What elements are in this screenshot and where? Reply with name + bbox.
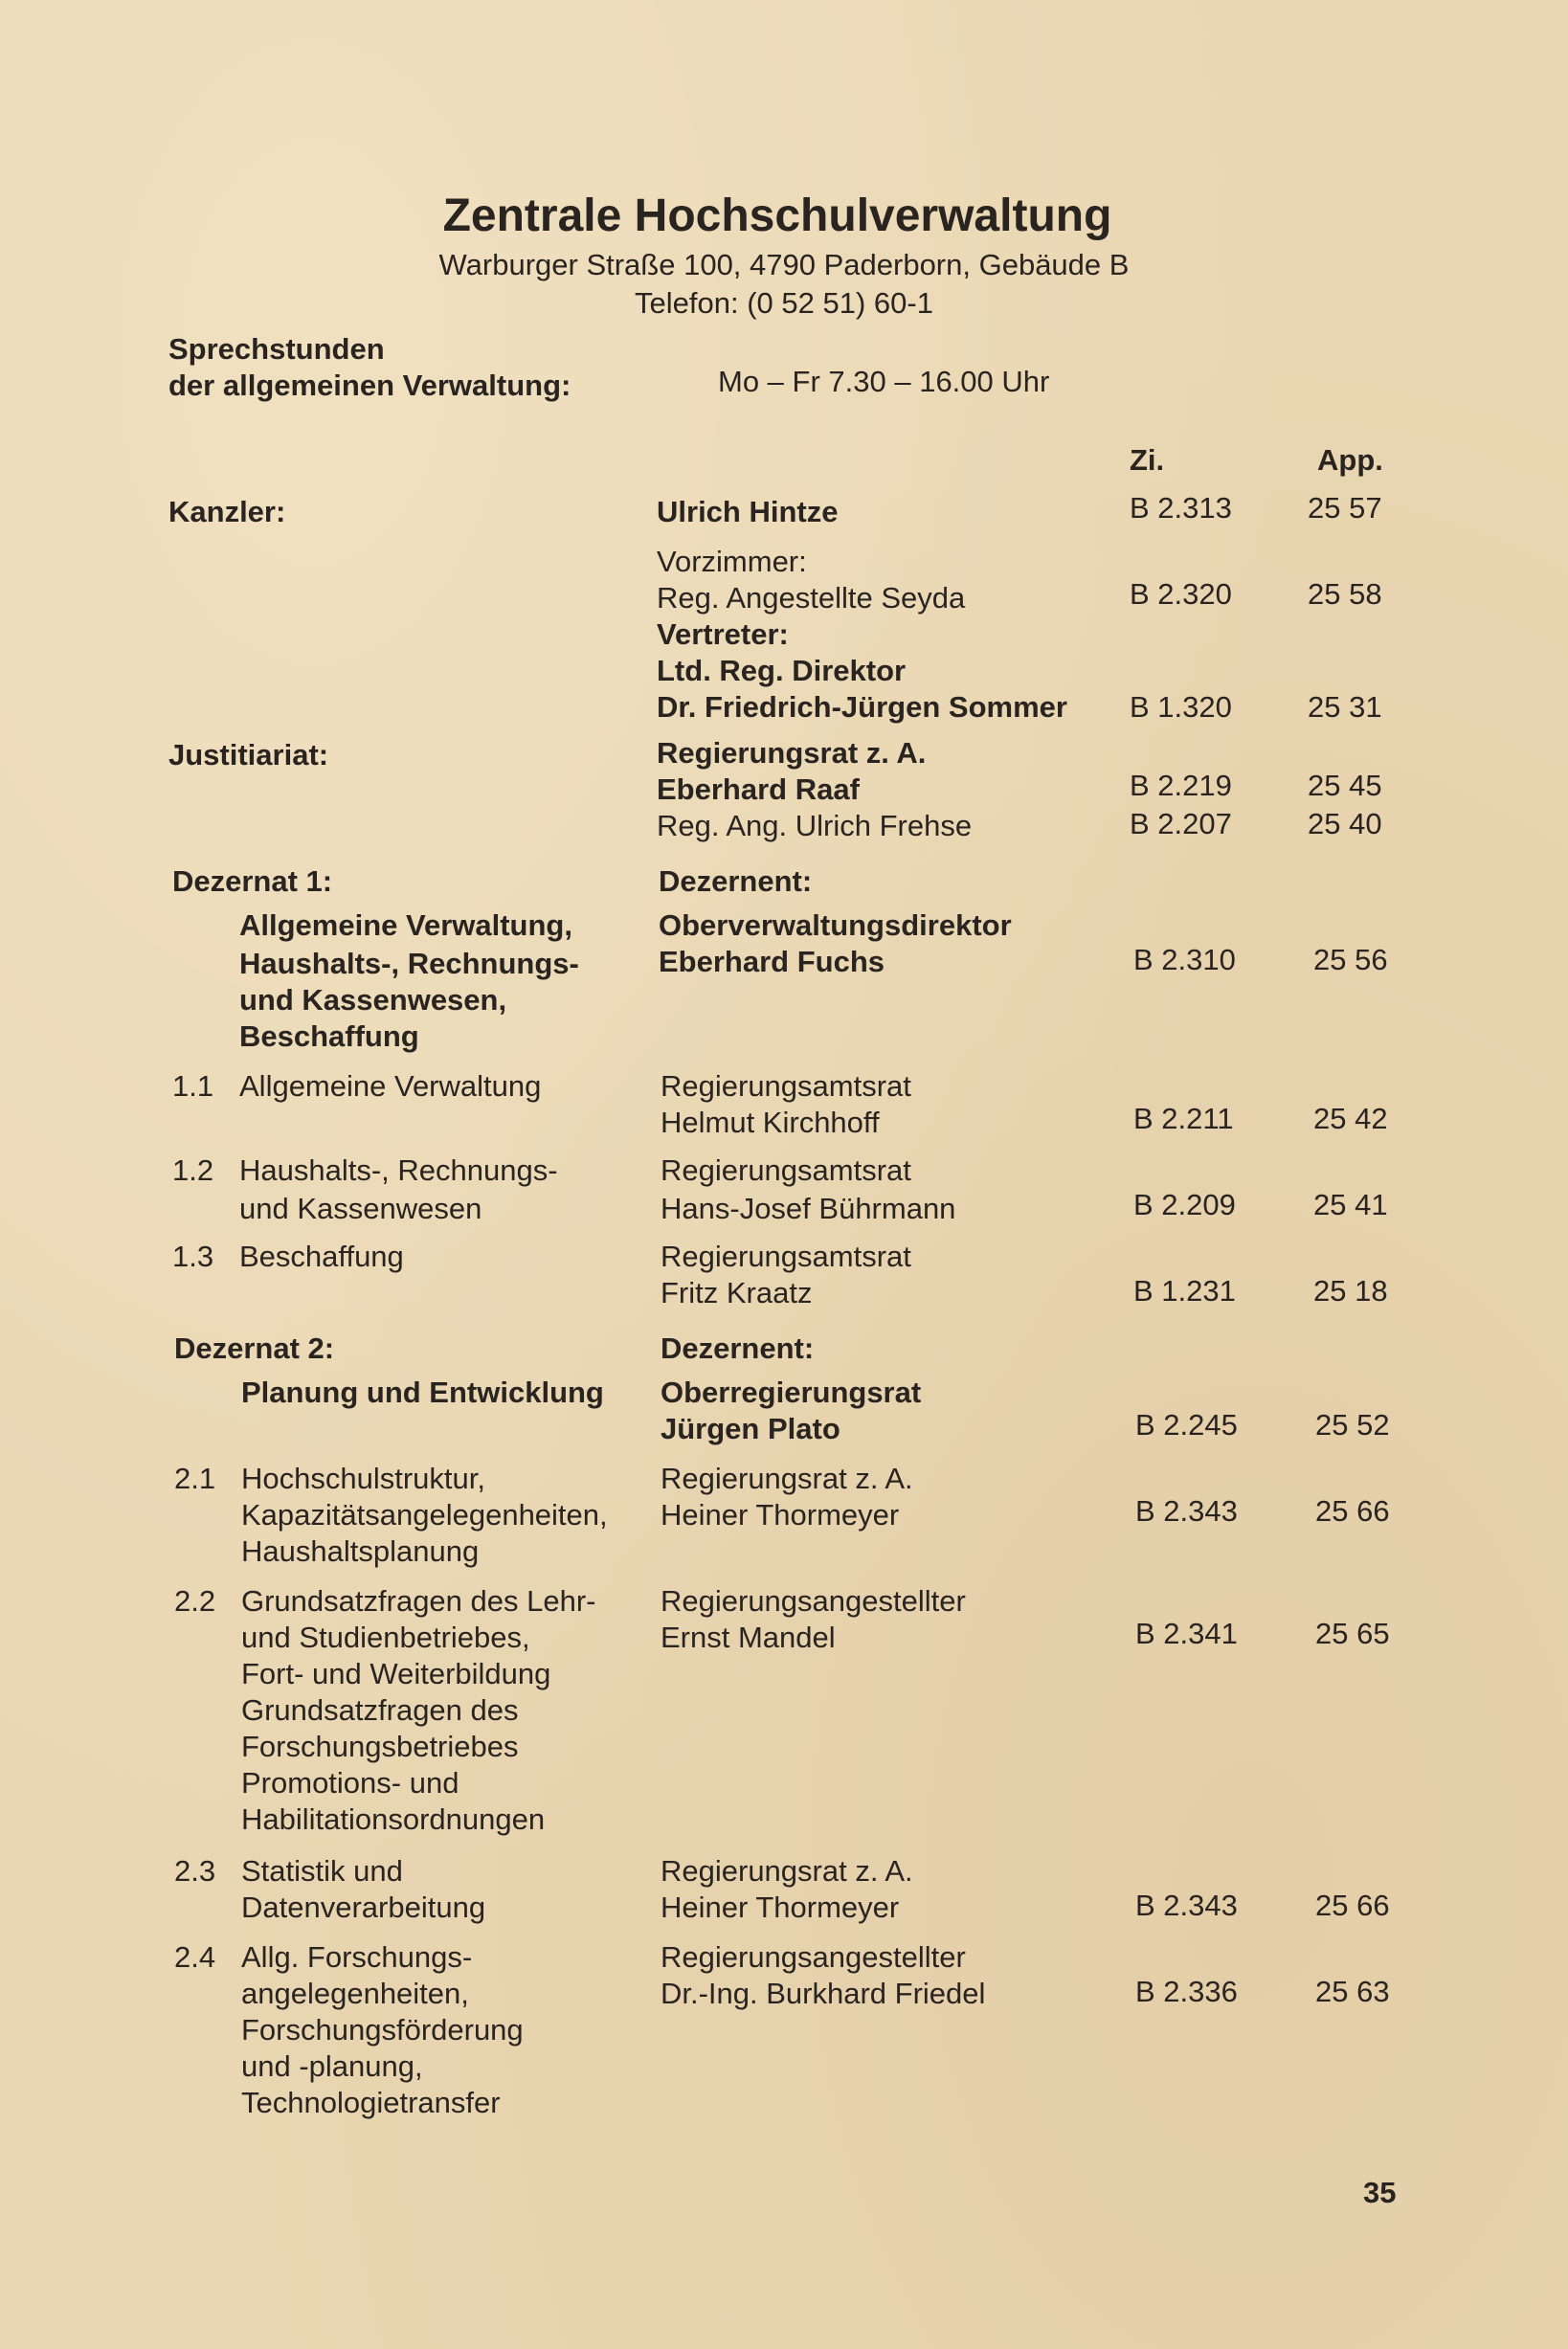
vorzimmer-room: B 2.320 bbox=[1130, 577, 1232, 611]
unit-title: Regierungsrat z. A. bbox=[661, 1462, 913, 1495]
unit-room: B 2.343 bbox=[1135, 1494, 1238, 1528]
dezernat1-desc-line: Haushalts-, Rechnungs- bbox=[239, 947, 579, 980]
justitiariat-name2: Reg. Ang. Ulrich Frehse bbox=[657, 809, 973, 842]
column-header-phone: App. bbox=[1317, 443, 1383, 477]
unit-desc-line: Forschungsbetriebes bbox=[241, 1730, 519, 1763]
vertreter-phone: 25 31 bbox=[1308, 690, 1382, 724]
unit-title: Regierungsangestellter bbox=[661, 1584, 966, 1618]
office-hours-value: Mo – Fr 7.30 – 16.00 Uhr bbox=[718, 365, 1050, 398]
unit-desc-line: Beschaffung bbox=[239, 1240, 404, 1273]
unit-desc-line: und -planung, bbox=[241, 2049, 423, 2083]
unit-phone: 25 66 bbox=[1315, 1494, 1390, 1528]
unit-desc-line: Haushalts-, Rechnungs- bbox=[239, 1153, 558, 1187]
unit-phone: 25 42 bbox=[1313, 1102, 1388, 1135]
unit-number: 2.1 bbox=[174, 1462, 216, 1495]
unit-number: 2.2 bbox=[174, 1584, 216, 1618]
vorzimmer-name: Reg. Angestellte Seyda bbox=[657, 581, 966, 615]
unit-desc-line: Technologietransfer bbox=[241, 2086, 501, 2119]
kanzler-name: Ulrich Hintze bbox=[657, 495, 839, 528]
unit-person: Ernst Mandel bbox=[661, 1621, 836, 1654]
vertreter-label: Vertreter: bbox=[657, 617, 789, 651]
unit-title: Regierungsamtsrat bbox=[661, 1069, 911, 1103]
unit-room: B 2.343 bbox=[1135, 1889, 1238, 1922]
vertreter-name: Dr. Friedrich-Jürgen Sommer bbox=[657, 690, 1067, 724]
unit-desc-line: Allg. Forschungs- bbox=[241, 1940, 473, 1974]
unit-number: 2.4 bbox=[174, 1940, 216, 1974]
unit-number: 1.1 bbox=[172, 1069, 214, 1103]
column-header-room: Zi. bbox=[1130, 443, 1165, 477]
unit-phone: 25 63 bbox=[1315, 1975, 1390, 2008]
unit-person: Heiner Thormeyer bbox=[661, 1498, 900, 1532]
kanzler-room: B 2.313 bbox=[1130, 491, 1232, 525]
dezernat2-head-room: B 2.245 bbox=[1135, 1408, 1238, 1442]
unit-desc-line: Grundsatzfragen des Lehr- bbox=[241, 1584, 596, 1618]
unit-room: B 2.209 bbox=[1133, 1188, 1236, 1221]
unit-phone: 25 41 bbox=[1313, 1188, 1388, 1221]
dezernat2-head-title: Oberregierungsrat bbox=[661, 1376, 922, 1409]
unit-desc-line: Promotions- und bbox=[241, 1766, 459, 1800]
unit-person: Dr.-Ing. Burkhard Friedel bbox=[661, 1977, 986, 2010]
unit-person: Helmut Kirchhoff bbox=[661, 1106, 880, 1139]
dezernat1-label: Dezernat 1: bbox=[172, 864, 333, 898]
phone-main: Telefon: (0 52 51) 60-1 bbox=[635, 286, 933, 320]
unit-desc-line: Datenverarbeitung bbox=[241, 1890, 486, 1924]
justitiariat-name: Eberhard Raaf bbox=[657, 772, 860, 806]
dezernat1-head-name: Eberhard Fuchs bbox=[659, 945, 885, 978]
unit-desc-line: Habilitationsordnungen bbox=[241, 1802, 546, 1836]
justitiariat-phone: 25 45 bbox=[1308, 769, 1382, 802]
unit-desc-line: Fort- und Weiterbildung bbox=[241, 1657, 551, 1690]
unit-desc-line: Hochschulstruktur, bbox=[241, 1462, 485, 1495]
unit-room: B 1.231 bbox=[1133, 1274, 1236, 1308]
unit-number: 1.3 bbox=[172, 1240, 214, 1273]
dezernat2-desc: Planung und Entwicklung bbox=[241, 1376, 604, 1409]
address: Warburger Straße 100, 4790 Paderborn, Gebäude B bbox=[438, 248, 1130, 281]
unit-desc-line: Haushaltsplanung bbox=[241, 1534, 480, 1568]
unit-desc-line: Grundsatzfragen des bbox=[241, 1693, 519, 1727]
dezernat1-desc-line: und Kassenwesen, bbox=[239, 983, 507, 1017]
unit-phone: 25 18 bbox=[1313, 1274, 1388, 1308]
vorzimmer-label: Vorzimmer: bbox=[657, 545, 807, 578]
justitiariat-room: B 2.219 bbox=[1130, 769, 1232, 802]
unit-room: B 2.336 bbox=[1135, 1975, 1238, 2008]
office-hours-label-1: Sprechstunden bbox=[168, 332, 385, 366]
dezernat1-head-phone: 25 56 bbox=[1313, 943, 1388, 976]
unit-phone: 25 66 bbox=[1315, 1889, 1390, 1922]
dezernat1-head-room: B 2.310 bbox=[1133, 943, 1236, 976]
page-number: 35 bbox=[1363, 2176, 1397, 2209]
unit-room: B 2.341 bbox=[1135, 1617, 1238, 1650]
dezernat1-head-title: Oberverwaltungsdirektor bbox=[659, 908, 1012, 942]
unit-desc-line: Forschungsförderung bbox=[241, 2013, 524, 2047]
unit-person: Fritz Kraatz bbox=[661, 1276, 813, 1309]
unit-title: Regierungsangestellter bbox=[661, 1940, 966, 1974]
dezernat1-desc-line: Beschaffung bbox=[239, 1019, 419, 1053]
unit-title: Regierungsamtsrat bbox=[661, 1240, 911, 1273]
unit-phone: 25 65 bbox=[1315, 1617, 1390, 1650]
unit-desc-line: angelegenheiten, bbox=[241, 1977, 469, 2010]
unit-desc-line: Kapazitätsangelegenheiten, bbox=[241, 1498, 608, 1532]
dezernat2-head-phone: 25 52 bbox=[1315, 1408, 1390, 1442]
unit-desc-line: Allgemeine Verwaltung bbox=[239, 1069, 542, 1103]
vertreter-title: Ltd. Reg. Direktor bbox=[657, 654, 907, 687]
unit-person: Heiner Thormeyer bbox=[661, 1890, 900, 1924]
unit-person: Hans-Josef Bührmann bbox=[661, 1192, 956, 1225]
unit-desc-line: Statistik und bbox=[241, 1854, 403, 1888]
unit-number: 2.3 bbox=[174, 1854, 216, 1888]
dezernat2-label: Dezernat 2: bbox=[174, 1331, 335, 1365]
vorzimmer-phone: 25 58 bbox=[1308, 577, 1382, 611]
unit-title: Regierungsrat z. A. bbox=[661, 1854, 913, 1888]
unit-title: Regierungsamtsrat bbox=[661, 1153, 911, 1187]
office-hours-label-2: der allgemeinen Verwaltung: bbox=[168, 369, 571, 402]
dezernat1-desc-line: Allgemeine Verwaltung, bbox=[239, 908, 572, 942]
justitiariat-room2: B 2.207 bbox=[1130, 807, 1232, 840]
dezernat1-head-label: Dezernent: bbox=[659, 864, 813, 898]
unit-number: 1.2 bbox=[172, 1153, 214, 1187]
page-title: Zentrale Hochschulverwaltung bbox=[442, 190, 1112, 241]
justitiariat-title: Regierungsrat z. A. bbox=[657, 736, 927, 770]
kanzler-label: Kanzler: bbox=[168, 495, 286, 528]
kanzler-phone: 25 57 bbox=[1308, 491, 1382, 525]
unit-room: B 2.211 bbox=[1133, 1102, 1234, 1135]
dezernat2-head-name: Jürgen Plato bbox=[661, 1412, 840, 1445]
vertreter-room: B 1.320 bbox=[1130, 690, 1232, 724]
justitiariat-label: Justitiariat: bbox=[168, 738, 329, 772]
unit-desc-line: und Studienbetriebes, bbox=[241, 1621, 530, 1654]
dezernat2-head-label: Dezernent: bbox=[661, 1331, 815, 1365]
unit-desc-line: und Kassenwesen bbox=[239, 1192, 482, 1225]
justitiariat-phone2: 25 40 bbox=[1308, 807, 1382, 840]
